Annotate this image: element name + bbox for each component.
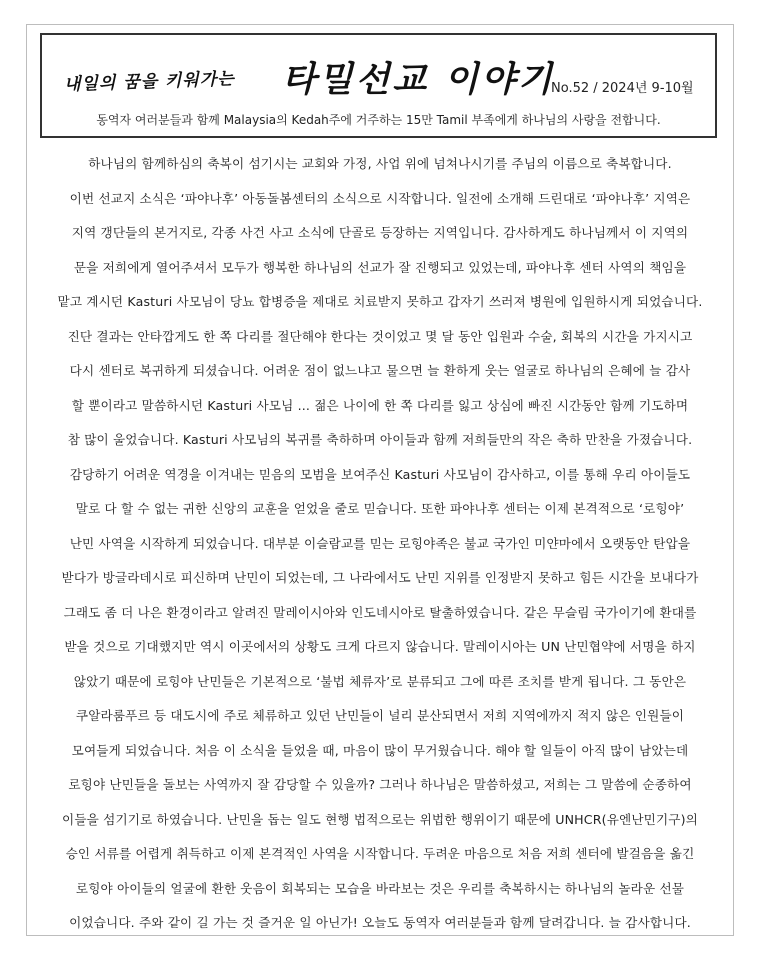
header-subtitle: 내일의 꿈을 키워가는: [63, 69, 235, 95]
body-line: 참 많이 울었습니다. Kasturi 사모님의 복귀를 축하하며 아이들과 함께 저희들만의 작은 축하 만찬을 가졌습니다.: [67, 432, 693, 447]
mission-statement: 동역자 여러분들과 함께 Malaysia의 Kedah주에 거주하는 15만 Tamil 부족에게 하나님의 사랑을 전합니다.: [96, 113, 661, 127]
body-line: 받다가 방글라데시로 피신하며 난민이 되었는데, 그 나라에서도 난민 지위를 인정받지 못하고 힘든 시간을 보내다가: [61, 570, 699, 585]
body-line: 진단 결과는 안타깝게도 한 쪽 다리를 절단해야 한다는 것이었고 몇 달 동안 입원과 수술, 회복의 시간을 가지시고: [67, 328, 693, 344]
body-line: 쿠알라룸푸르 등 대도시에 주로 체류하고 있던 난민들이 널리 분산되면서 저희 지역에까지 적지 않은 인원들이: [75, 708, 685, 723]
issue-number: No.52 / 2024년 9-10월: [551, 81, 694, 96]
body-line: 지역 갱단들의 본거지로, 각종 사건 사고 소식에 단골로 등장하는 지역입니다. 감사하게도 하나님께서 이 지역의: [71, 225, 689, 240]
body-line: 승인 서류를 어렵게 취득하고 이제 본격적인 사역을 시작합니다. 두려운 마음으로 처음 저희 센터에 발걸음을 옮긴: [65, 846, 695, 861]
body-line: 로힝야 난민들을 돌보는 사역까지 잘 감당할 수 있을까? 그러나 하나님은 말씀하셨고, 저희는 그 말씀에 순종하여: [68, 777, 692, 792]
body-line: 이었습니다. 주와 같이 길 가는 것 즐거운 일 아닌가! 오늘도 동역자 여러분들과 함께 달려갑니다. 늘 감사합니다.: [69, 915, 691, 930]
body-line: 이번 선교지 소식은 ‘파야나후’ 아동돌봄센터의 소식으로 시작합니다. 일전에 소개해 드린대로 ‘파야나후’ 지역은: [69, 190, 691, 206]
body-line: 난민 사역을 시작하게 되었습니다. 대부분 이슬람교를 믿는 로힝야족은 불교 국가인 미얀마에서 오랫동안 탄압을: [69, 535, 691, 551]
body-line: 않았기 때문에 로힝야 난민들은 기본적으로 ‘불법 체류자’로 분류되고 그에 따른 조치를 받게 됩니다. 그 동안은: [73, 673, 687, 689]
letter-body: [30, 147, 730, 941]
body-line: 모여들게 되었습니다. 처음 이 소식을 들었을 때, 마음이 많이 무거웠습니다. 해야 할 일들이 아직 많이 남았는데: [71, 742, 689, 758]
body-line: 받을 것으로 기대했지만 역시 이곳에서의 상황도 크게 다르지 않습니다. 말레이시아는 UN 난민협약에 서명을 하지: [64, 639, 696, 654]
body-line: 로힝야 아이들의 얼굴에 환한 웃음이 회복되는 모습을 바라보는 것은 우리를 축복하시는 하나님의 놀라운 선물: [75, 880, 685, 896]
body-line: 이들을 섬기기로 하였습니다. 난민을 돕는 일도 현행 법적으로는 위법한 행위이기 때문에 UNHCR(유엔난민기구)의: [62, 811, 698, 827]
newsletter-title: 타밀선교 이야기: [282, 60, 555, 100]
body-line: 하나님의 함께하심의 축복이 섬기시는 교회와 가정, 사업 위에 넘쳐나시기를 주님의 이름으로 축복합니다.: [88, 156, 672, 171]
body-line: 감당하기 어려운 역경을 이겨내는 믿음의 모범을 보여주신 Kasturi 사모님이 감사하고, 이를 통해 우리 아이들도: [69, 466, 691, 482]
body-line: 그래도 좀 더 나은 환경이라고 알려진 말레이시아와 인도네시아로 탈출하였습니다. 같은 무슬림 국가이기에 환대를: [63, 604, 697, 620]
body-line: 다시 센터로 복귀하게 되셨습니다. 어려운 점이 없느냐고 물으면 늘 환하게 웃는 얼굴로 하나님의 은혜에 늘 감사: [69, 363, 691, 378]
body-line: 맡고 계시던 Kasturi 사모님이 당뇨 합병증을 제대로 치료받지 못하고 갑자기 쓰러져 병원에 입원하시게 되었습니다.: [57, 294, 703, 309]
body-line: 문을 저희에게 열어주셔서 모두가 행복한 하나님의 선교가 잘 진행되고 있었는데, 파야나후 센터 사역의 책임을: [73, 259, 687, 275]
body-line: 말로 다 할 수 없는 귀한 신앙의 교훈을 얻었을 줄로 믿습니다. 또한 파야나후 센터는 이제 본격적으로 ‘로힝야’: [75, 501, 685, 516]
body-line: 할 뿐이라고 말씀하시던 Kasturi 사모님 ... 젊은 나이에 한 쪽 다리를 잃고 상심에 빠진 시간동안 함께 기도하며: [71, 397, 689, 413]
